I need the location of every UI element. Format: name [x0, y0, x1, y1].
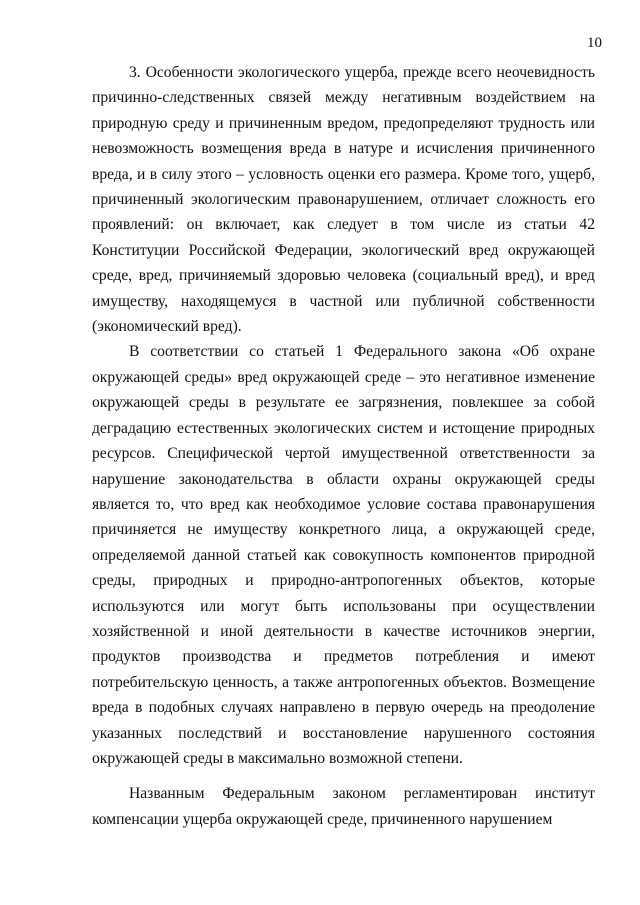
- paragraph-2: В соответствии со статьей 1 Федерального закона «Об охране окружающей среды» вред окружающей среде – это негативное изменение окружающей среды в результате ее загрязнения, повлекшее за собой деградацию естественных экологических систем и истощение природных ресурсов. Специфической чертой имущественной ответственности за нарушение законодательства в области охраны окружающей среды является то, что вред как необходимое условие состава правонарушения причиняется не имуществу конкретного лица, а окружающей среде, определяемой данной статьей как совокупность компонентов природной среды, природных и природно-антропогенных объектов, которые используются или могут быть использованы при осуществлении хозяйственной и иной деятельности в качестве источников энергии, продуктов производства и предметов потребления и имеют потребительскую ценность, а также антропогенных объектов. Возмещение вреда в подобных случаях направлено в первую очередь на преодоление указанных последствий и восстановление нарушенного состояния окружающей среды в максимально возможной степени.: [92, 343, 595, 767]
- page-number: 10: [587, 35, 602, 51]
- paragraph-1: 3. Особенности экологического ущерба, прежде всего неочевидность причинно-следственных связей между негативным воздействием на природную среду и причиненным вредом, предопределяют трудность или невозможность возмещения вреда в натуре и исчисления причиненного вреда, и в силу этого – условность оценки его размера. Кроме того, ущерб, причиненный экологическим правонарушением, отличает сложность его проявлений: он включает, как следует в том числе из статьи 42 Конституции Российской Федерации, экологический вред окружающей среде, вред, причиняемый здоровью человека (социальный вред), и вред имуществу, находящемуся в частной или публичной собственности (экономический вред).: [92, 64, 595, 336]
- document-body: [92, 60, 595, 832]
- paragraph-3: Названным Федеральным законом регламентирован институт компенсации ущерба окружающей среде, причиненного нарушением: [92, 785, 595, 828]
